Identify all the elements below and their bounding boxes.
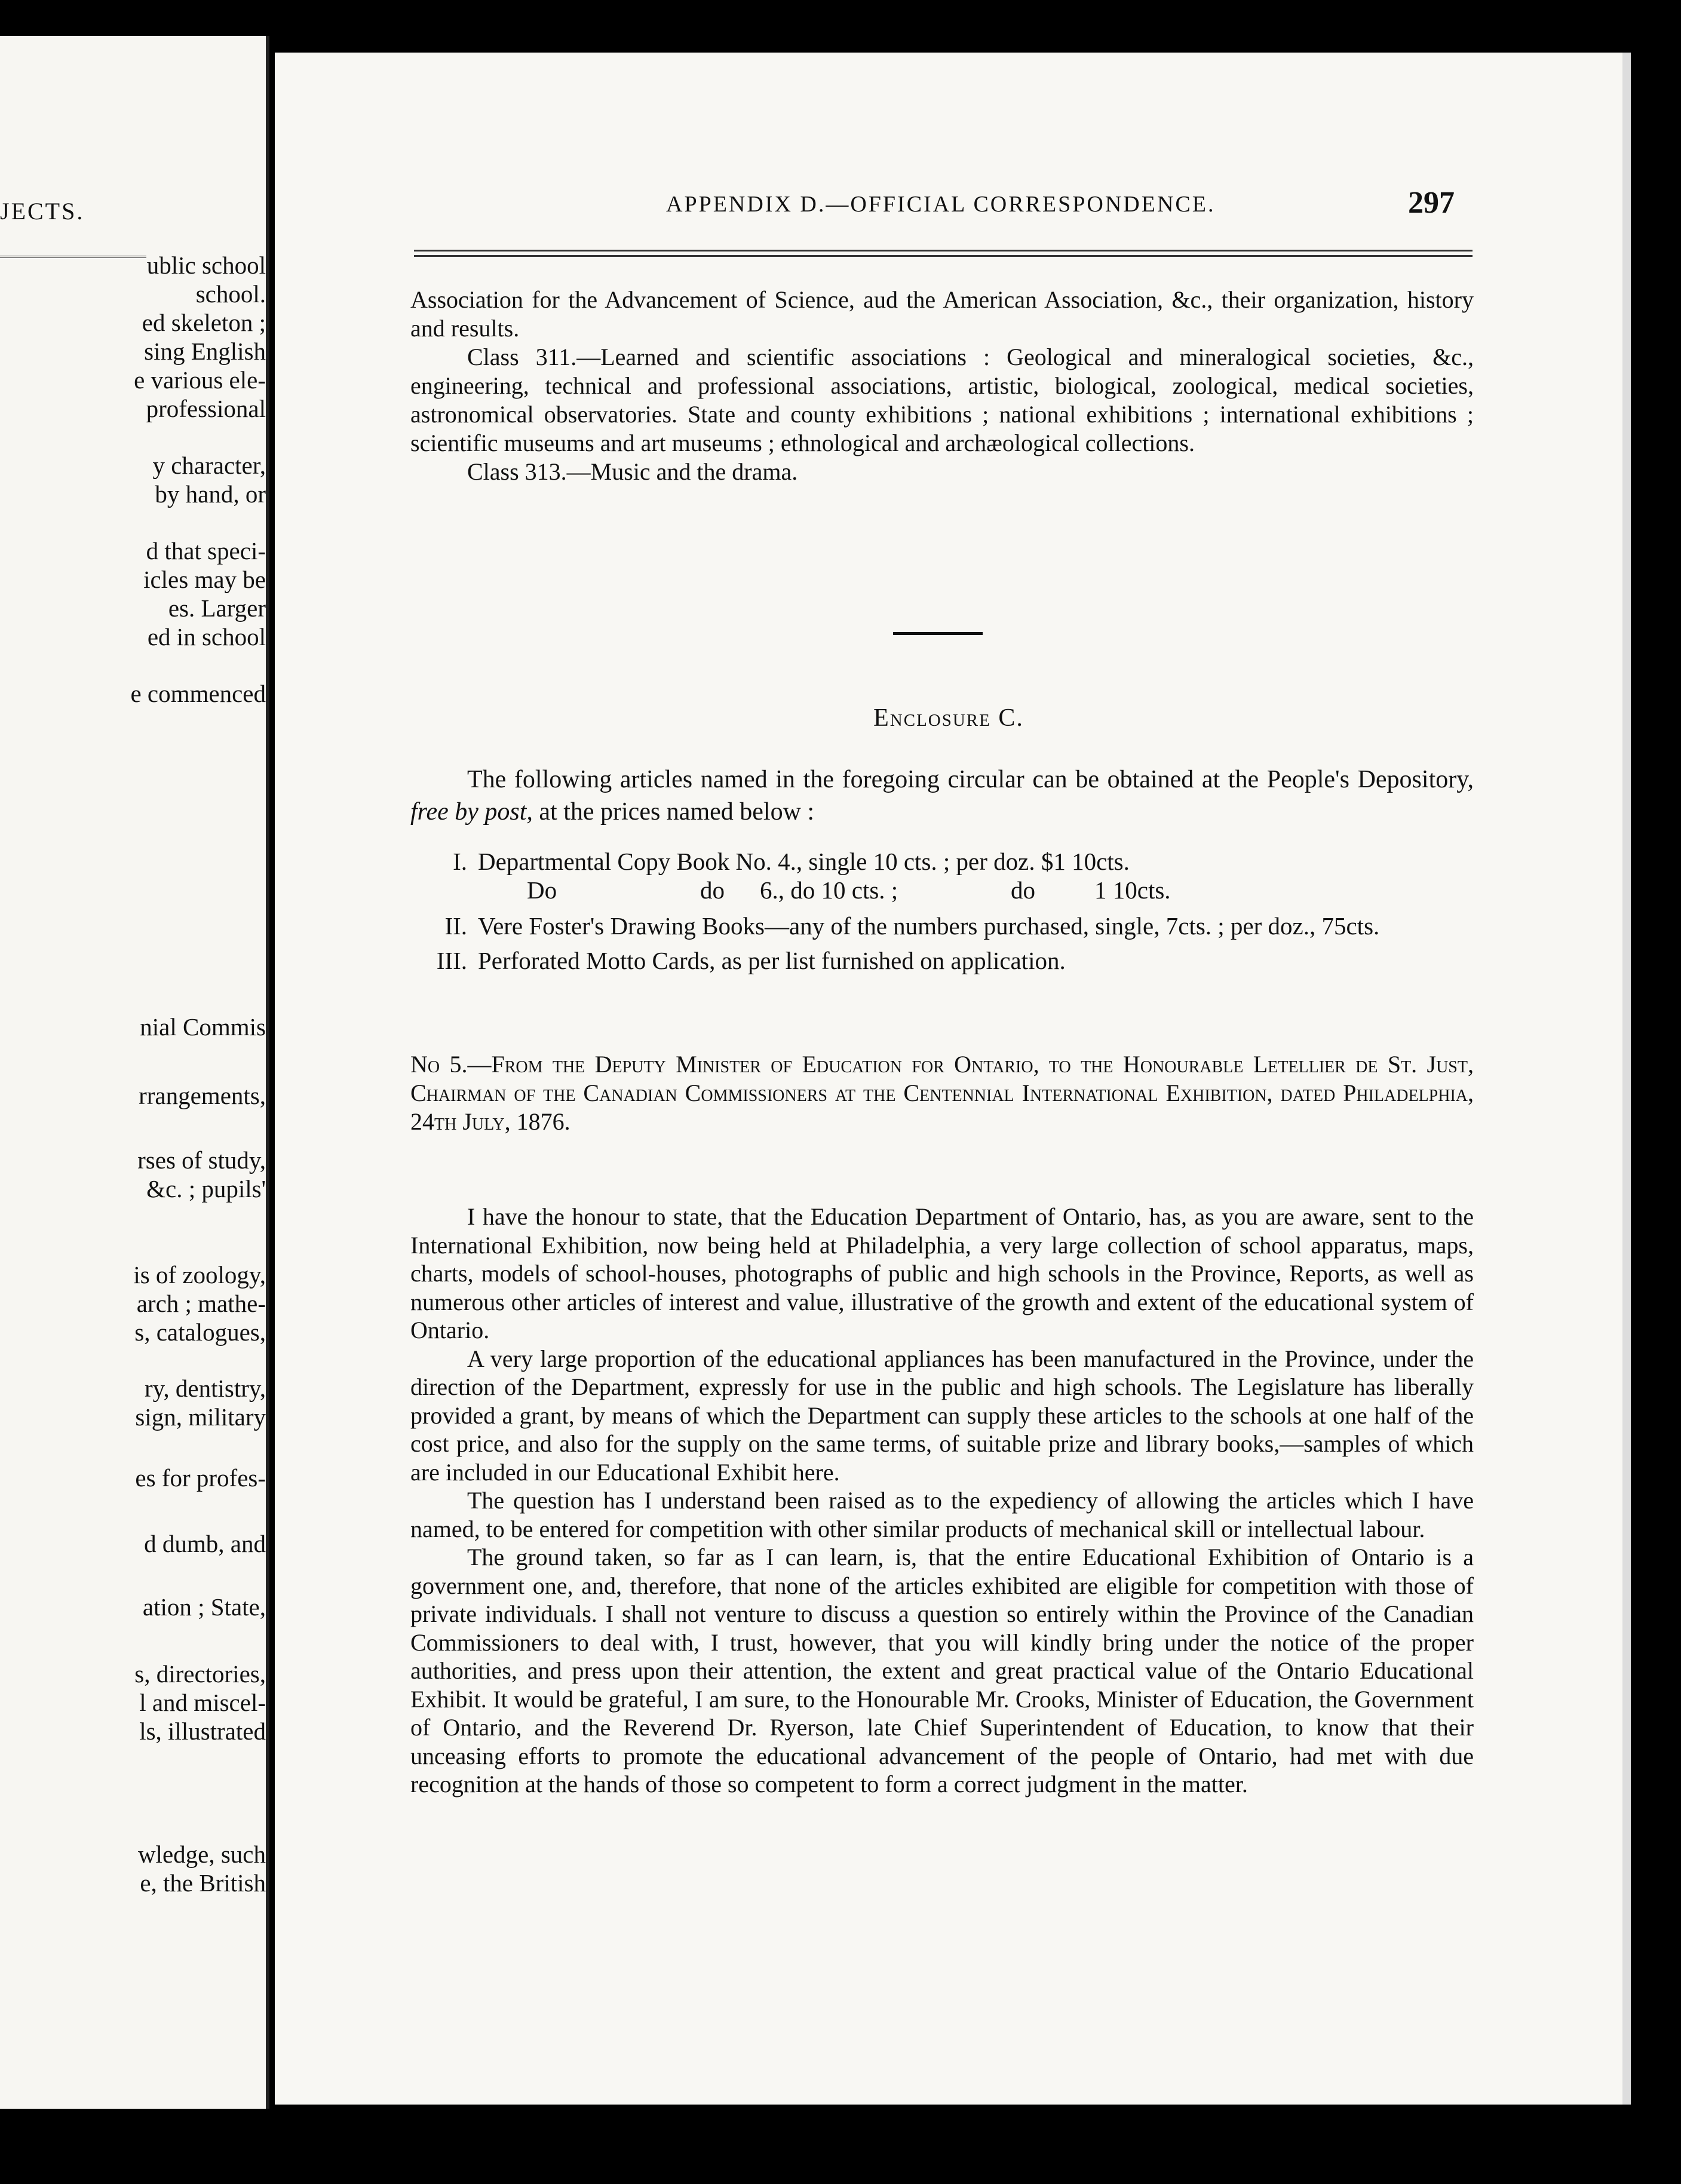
letter-paragraph: The question has I understand been raised as to the expediency of allowing the articles which I have named, to be entered for competition with other similar products of mechanical skill or intellectual labour. — [410, 1487, 1474, 1542]
left-page-line: es for profes- — [135, 1464, 266, 1492]
left-page-line: rrangements, — [139, 1082, 266, 1109]
left-page-line: d that speci- — [146, 537, 266, 565]
enclosure-title: Enclosure C. — [873, 704, 1024, 732]
list-item — [410, 912, 1474, 940]
left-page-line: e, the British — [140, 1869, 266, 1897]
letter-paragraph: I have the honour to state, that the Education Department of Ontario, has, as you are aware, sent to the International Exhibition, now being held at Philadelphia, a very large collection of school apparatus, maps, charts, models of school-houses, photographs of public and high schools in the Province, Reports, as well as numerous other articles of interest and value, illustrative of the growth and extent of the educational system of Ontario. — [410, 1203, 1474, 1343]
enclosure-intro-text-1: The following articles named in the foregoing circular can be obtained at the People's Depository, — [467, 766, 1474, 793]
paragraph-class-311: Class 311.—Learned and scientific associations : Geological and mineralogical societies, &c., engineering, technical and professional associations, artistic, biological, zoological, medical societies, astronomical observatories. State and county exhibitions ; national exhibitions ; international exhibitions ; scientific museums and art museums ; ethnological and archæological collections. — [410, 343, 1474, 456]
page-number: 297 — [1408, 186, 1455, 220]
list-item — [410, 847, 1474, 876]
left-page-line: icles may be — [143, 566, 266, 593]
list-item — [410, 946, 1474, 975]
left-page-line: school. — [195, 280, 266, 308]
left-page-line: ed in school — [147, 623, 266, 651]
left-page-line: ls, illustrated — [139, 1717, 266, 1745]
left-page — [0, 36, 269, 2109]
left-page-line: es. Larger — [168, 594, 266, 622]
left-page-line: is of zoology, — [133, 1261, 266, 1289]
item-text: Perforated Motto Cards, as per list furnished on application. — [478, 947, 1066, 974]
ditto-dozen-price: 1 10cts. — [1094, 876, 1171, 904]
ditto-do-2: do — [700, 876, 725, 904]
letter-paragraph: The ground taken, so far as I can learn, is, that the entire Educational Exhibition of Ontario is a government one, and, therefore, that none of the articles exhibited are eligible for competition with those of private individuals. I shall not venture to discuss a question so entirely within the Province of the Canadian Commissioners to deal with, I trust, however, that you will kindly bring under the notice of the proper authorities, and press upon their attention, the extent and great practical value of the Ontario Educational Exhibit. It would be grateful, I am sure, to the Honourable Mr. Crooks, Minister of Education, the Government of Ontario, and the Reverend Dr. Ryerson, late Chief Superintendent of Education, to know that their unceasing efforts to promote the educational advancement of the people of Ontario, had met with due recognition at the hands of those so competent to form a correct judgment in the matter. — [410, 1544, 1474, 1797]
letter-heading: No 5.—From the Deputy Minister of Education for Ontario, to the Honourable Letellier de St. Just, Chairman of the Canadian Commissioners at the Centennial International Exhibition, dated Philadelphia, 24th July, 1876. — [410, 1051, 1474, 1135]
left-page-line: ublic school — [146, 251, 266, 279]
left-page-line: sign, military — [135, 1403, 266, 1431]
top-section — [410, 286, 1474, 486]
left-page-line: y character, — [152, 452, 266, 479]
letter-body — [410, 1203, 1474, 1799]
left-page-line: wledge, such — [137, 1841, 266, 1868]
item-text: Vere Foster's Drawing Books—any of the numbers purchased, single, 7cts. ; per doz., 75cts. — [478, 912, 1380, 940]
running-header: APPENDIX D.—OFFICIAL CORRESPONDENCE. — [666, 192, 1216, 217]
right-page — [275, 53, 1631, 2105]
enclosure-intro-text-2: at the prices named below : — [532, 798, 815, 826]
left-running-header: JECTS. — [0, 198, 85, 225]
ditto-price: 6., do 10 cts. ; — [760, 876, 898, 904]
enclosure-intro-italic: free by post, — [410, 798, 533, 826]
left-page-line: e commenced — [130, 680, 266, 707]
left-page-line: ation ; State, — [142, 1593, 266, 1621]
item-number: I. — [453, 848, 467, 875]
left-page-line: ed skeleton ; — [142, 309, 266, 336]
left-page-line: s, directories, — [134, 1660, 266, 1688]
enclosure-intro — [410, 763, 1474, 828]
item-number: II. — [444, 912, 467, 940]
ditto-line — [410, 876, 1474, 904]
left-page-line: arch ; mathe- — [136, 1290, 266, 1317]
enclosure-items — [410, 847, 1474, 981]
left-page-line: &c. ; pupils' — [146, 1175, 266, 1203]
left-page-line: ry, dentistry, — [144, 1375, 266, 1402]
left-page-line: d dumb, and — [144, 1530, 266, 1557]
ditto-do-1: Do — [527, 876, 557, 904]
left-page-line: l and miscel- — [139, 1689, 266, 1716]
left-page-line: rses of study, — [137, 1146, 266, 1174]
item-text: Departmental Copy Book No. 4., single 10 cts. ; per doz. $1 10cts. — [478, 848, 1130, 875]
left-page-line: sing English — [144, 338, 266, 365]
left-page-line: s, catalogues, — [134, 1318, 266, 1346]
letter-paragraph: A very large proportion of the educational appliances has been manufactured in the Province, under the direction of the Department, expressly for use in the public and high schools. The Legislature has liberally provided a grant, by means of which the Department can supply these articles to the schools at one half of the cost price, and also for the supply on the same terms, of suitable prize and library books,—samples of which are included in our Educational Exhibit here. — [410, 1345, 1474, 1486]
left-page-line: professional — [146, 395, 266, 422]
section-divider — [893, 632, 983, 635]
item-number: III. — [436, 947, 467, 974]
header-rule — [414, 250, 1473, 257]
paragraph-class-313: Class 313.—Music and the drama. — [467, 458, 798, 485]
ditto-do-3: do — [1011, 876, 1035, 904]
paragraph-continuation: Association for the Advancement of Science, aud the American Association, &c., their organization, history and results. — [410, 286, 1474, 342]
left-page-line: by hand, or — [155, 480, 266, 508]
left-header-rule — [0, 256, 146, 258]
left-page-line: e various ele- — [134, 366, 266, 394]
left-page-line: nial Commis — [140, 1013, 266, 1041]
